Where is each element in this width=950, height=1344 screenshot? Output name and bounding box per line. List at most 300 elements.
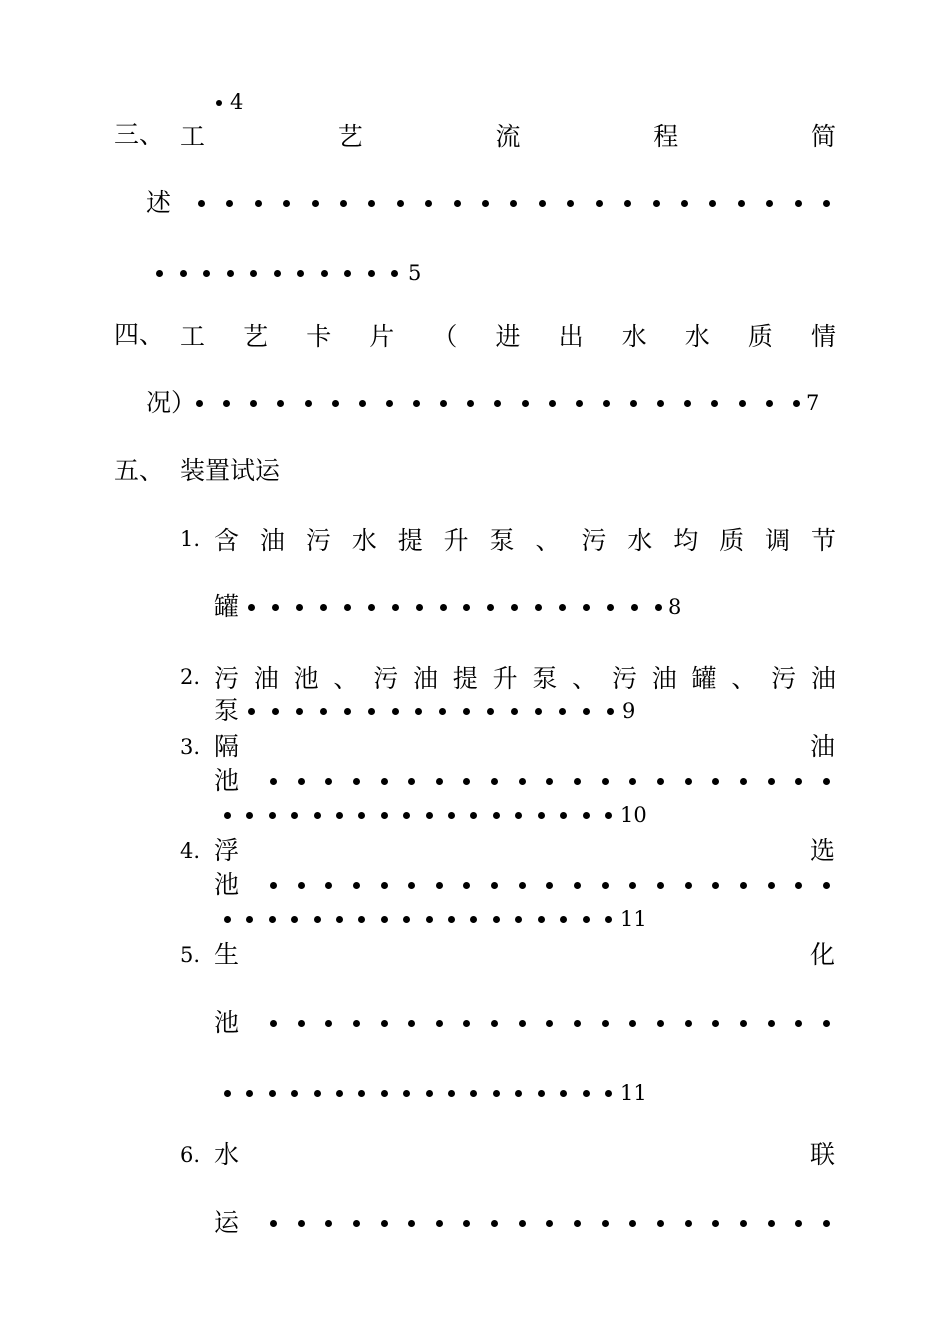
item-3-title-last: 油	[810, 732, 836, 761]
leader-dot	[439, 708, 446, 715]
leader-dot	[711, 400, 718, 407]
leader-dot	[297, 270, 304, 277]
section-4-title-char: 片	[369, 322, 395, 351]
leader-dot	[408, 1020, 415, 1027]
leader-dot	[392, 708, 399, 715]
leader-dot	[250, 400, 257, 407]
item-1-title-char: 水	[351, 526, 377, 555]
leader-dot	[740, 778, 747, 785]
section-4-prefix: 四、	[114, 320, 165, 349]
leader-dot	[296, 708, 303, 715]
page-number: 10	[620, 803, 647, 827]
leader-dot	[657, 882, 664, 889]
leader-dot	[440, 604, 447, 611]
leader-dot	[491, 778, 498, 785]
item-1-title-char: 水	[627, 526, 653, 555]
leader-dot	[272, 708, 279, 715]
leader-dot	[358, 916, 365, 923]
leader-dot	[436, 778, 443, 785]
leader-dot	[657, 778, 664, 785]
page-number: 11	[620, 907, 647, 931]
item-3-number: 3.	[180, 735, 201, 759]
leader-dot	[386, 400, 393, 407]
leader-dot	[467, 400, 474, 407]
leader-dot	[381, 916, 388, 923]
leader-dot	[685, 778, 692, 785]
leader-dots	[156, 256, 398, 290]
leader-dot	[583, 604, 590, 611]
leader-dot	[277, 400, 284, 407]
leader-dot	[344, 270, 351, 277]
leader-dot	[535, 708, 542, 715]
item-6-number: 6.	[180, 1143, 201, 1167]
leader-dot	[629, 1220, 636, 1227]
leader-dot	[296, 604, 303, 611]
item-2-title-char: 污	[214, 664, 240, 693]
leader-dot	[448, 812, 455, 819]
leader-dot	[653, 200, 660, 207]
leader-dot	[344, 604, 351, 611]
leader-dot	[298, 1020, 305, 1027]
leader-dot	[269, 916, 276, 923]
leader-dot	[493, 812, 500, 819]
leader-dot	[381, 1220, 388, 1227]
section-4-title-char: 质	[747, 322, 773, 351]
leader-dot	[685, 1220, 692, 1227]
leader-dot	[340, 200, 347, 207]
item-4-number: 4.	[180, 839, 201, 863]
item-1-title-char: 含	[214, 526, 240, 555]
item-3-title-first: 隔	[214, 732, 240, 761]
leader-dot	[408, 882, 415, 889]
leader-dot	[216, 100, 222, 106]
leader-dot	[511, 604, 518, 611]
item-1-title-char: 节	[810, 526, 836, 555]
leader-dot	[470, 812, 477, 819]
leader-dot	[712, 1020, 719, 1027]
leader-dot	[605, 1090, 612, 1097]
item-1-title-char: 质	[719, 526, 745, 555]
leader-dot	[574, 1220, 581, 1227]
leader-dot	[246, 812, 253, 819]
leader-dot	[684, 400, 691, 407]
leader-dot	[519, 1020, 526, 1027]
leader-dot	[823, 778, 830, 785]
leader-dot	[368, 708, 375, 715]
section-3-title-char: 工	[180, 122, 206, 151]
leader-dot	[546, 778, 553, 785]
leader-dot	[583, 916, 590, 923]
item-2-title-char: 油	[253, 664, 279, 693]
leader-dot	[325, 778, 332, 785]
item-2-title-char: 提	[452, 664, 478, 693]
leader-dot	[397, 200, 404, 207]
section-4-title-char: 进	[495, 322, 521, 351]
leader-dot	[515, 1090, 522, 1097]
leader-dot	[712, 778, 719, 785]
leader-dot	[426, 812, 433, 819]
leader-dot	[768, 1220, 775, 1227]
item-1-title-char: 泵	[489, 526, 515, 555]
section-3-title-cont: 述	[146, 188, 172, 217]
leader-dot	[270, 1020, 277, 1027]
leader-dot	[426, 916, 433, 923]
leader-dot	[493, 1090, 500, 1097]
leader-dot	[358, 812, 365, 819]
section-3-title-char: 艺	[337, 122, 363, 151]
leader-dot	[630, 400, 637, 407]
leader-dot	[712, 1220, 719, 1227]
item-5-number: 5.	[180, 943, 201, 967]
item-2-title-char: 油	[412, 664, 438, 693]
leader-dot	[535, 604, 542, 611]
leader-dot	[470, 1090, 477, 1097]
item-2-title-char: 、	[333, 664, 359, 693]
item-1-title-char: 、	[535, 526, 561, 555]
item-1-title-char: 油	[259, 526, 285, 555]
item-1-title-char: 调	[765, 526, 791, 555]
leader-dot	[463, 1020, 470, 1027]
leader-dot	[298, 778, 305, 785]
leader-dot	[795, 1020, 802, 1027]
leader-dot	[325, 1220, 332, 1227]
section-4-title	[180, 318, 836, 352]
leader-dot	[519, 1220, 526, 1227]
leader-dot	[403, 916, 410, 923]
leader-dot	[381, 1020, 388, 1027]
leader-dot	[607, 708, 614, 715]
toc-entry-prev-tail	[216, 84, 243, 119]
leader-dot	[336, 1090, 343, 1097]
leader-dot	[574, 1020, 581, 1027]
leader-dots	[270, 1006, 830, 1040]
section-4-title-char: 卡	[306, 322, 332, 351]
leader-dot	[291, 916, 298, 923]
leader-dot	[515, 812, 522, 819]
leader-dot	[403, 812, 410, 819]
leader-dot	[795, 1220, 802, 1227]
item-1-title-char: 均	[673, 526, 699, 555]
leader-dot	[408, 1220, 415, 1227]
leader-dot	[583, 1090, 590, 1097]
leader-dot	[180, 270, 187, 277]
leader-dot	[493, 916, 500, 923]
leader-dot	[657, 1220, 664, 1227]
section-4-title-char: （	[432, 322, 458, 351]
item-2-title-char: 污	[771, 664, 797, 693]
item-4-title-cont: 池	[214, 870, 240, 899]
leader-dot	[522, 400, 529, 407]
page-number: 4	[229, 90, 244, 114]
item-2-title-char: 油	[810, 664, 836, 693]
leader-dot	[320, 604, 327, 611]
item-3-title-cont: 池	[214, 766, 240, 795]
leader-dot	[766, 200, 773, 207]
leader-dot	[519, 882, 526, 889]
page-number: 7	[806, 391, 820, 415]
page-number: 9	[622, 699, 636, 723]
leader-dot	[269, 812, 276, 819]
leader-dot	[793, 400, 800, 407]
leader-dot	[392, 604, 399, 611]
section-4-title-char: 水	[621, 322, 647, 351]
leader-dot	[560, 1090, 567, 1097]
item-1-title-char: 升	[443, 526, 469, 555]
leader-dot	[381, 812, 388, 819]
leader-dot	[248, 604, 255, 611]
leader-dot	[250, 270, 257, 277]
section-4-title-char: 出	[558, 322, 584, 351]
leader-dot	[685, 1020, 692, 1027]
page-number: 5	[408, 261, 422, 285]
item-1-title-char: 污	[581, 526, 607, 555]
leader-dot	[602, 1220, 609, 1227]
leader-dot	[291, 812, 298, 819]
leader-dot	[353, 778, 360, 785]
leader-dot	[712, 882, 719, 889]
leader-dot	[305, 400, 312, 407]
leader-dot	[248, 708, 255, 715]
leader-dot	[463, 604, 470, 611]
item-2-title-char: 污	[373, 664, 399, 693]
leader-dot	[739, 400, 746, 407]
leader-dot	[353, 1220, 360, 1227]
leader-dot	[336, 812, 343, 819]
leader-dots	[270, 764, 830, 798]
leader-dot	[358, 1090, 365, 1097]
leader-dot	[368, 604, 375, 611]
leader-dot	[448, 916, 455, 923]
leader-dot	[795, 882, 802, 889]
leader-dot	[546, 882, 553, 889]
leader-dot	[413, 400, 420, 407]
section-4-title-char: 情	[810, 322, 836, 351]
leader-dot	[740, 1020, 747, 1027]
leader-dot	[314, 916, 321, 923]
leader-dot	[624, 200, 631, 207]
leader-dot	[415, 708, 422, 715]
leader-dot	[353, 882, 360, 889]
leader-dot	[596, 200, 603, 207]
leader-dot	[823, 1220, 830, 1227]
leader-dot	[539, 200, 546, 207]
leader-dot	[381, 882, 388, 889]
leader-dot	[203, 270, 210, 277]
leader-dot	[491, 1220, 498, 1227]
leader-dot	[224, 812, 231, 819]
leader-dots	[224, 1076, 612, 1110]
leader-dot	[629, 882, 636, 889]
page-number: 8	[668, 595, 682, 619]
leader-dot	[681, 200, 688, 207]
leader-dot	[416, 604, 423, 611]
leader-dot	[454, 200, 461, 207]
section-3-prefix: 三、	[114, 120, 165, 149]
leader-dot	[766, 400, 773, 407]
leader-dot	[602, 1020, 609, 1027]
item-2-title-char: 、	[572, 664, 598, 693]
leader-dots	[196, 386, 800, 420]
leader-dot	[519, 778, 526, 785]
leader-dot	[515, 916, 522, 923]
leader-dot	[270, 778, 277, 785]
leader-dot	[576, 400, 583, 407]
section-3-title	[180, 118, 836, 152]
leader-dot	[196, 400, 203, 407]
leader-dot	[246, 1090, 253, 1097]
leader-dot	[567, 200, 574, 207]
leader-dot	[607, 604, 614, 611]
leader-dot	[795, 200, 802, 207]
leader-dot	[538, 916, 545, 923]
leader-dot	[768, 1020, 775, 1027]
leader-dot	[605, 916, 612, 923]
leader-dot	[768, 882, 775, 889]
leader-dot	[655, 604, 662, 611]
leader-dot	[549, 400, 556, 407]
leader-dot	[511, 708, 518, 715]
page-number: 11	[620, 1081, 647, 1105]
item-2-title-char: 池	[293, 664, 319, 693]
leader-dot	[740, 882, 747, 889]
leader-dot	[226, 200, 233, 207]
item-2-title-char: 污	[611, 664, 637, 693]
leader-dot	[657, 1020, 664, 1027]
leader-dot	[482, 200, 489, 207]
leader-dot	[227, 270, 234, 277]
leader-dot	[602, 882, 609, 889]
item-1-title-char: 污	[305, 526, 331, 555]
leader-dot	[823, 200, 830, 207]
leader-dot	[332, 400, 339, 407]
leader-dots	[224, 798, 612, 832]
leader-dot	[270, 882, 277, 889]
leader-dot	[246, 916, 253, 923]
leader-dot	[224, 1090, 231, 1097]
section-4-title-char: 水	[684, 322, 710, 351]
leader-dot	[198, 200, 205, 207]
leader-dot	[224, 916, 231, 923]
leader-dot	[314, 1090, 321, 1097]
leader-dot	[605, 812, 612, 819]
section-4-title-cont: 况）	[146, 388, 197, 417]
section-4-title-char: 艺	[243, 322, 269, 351]
item-1-title-cont: 罐	[214, 592, 240, 621]
leader-dot	[631, 604, 638, 611]
leader-dot	[408, 778, 415, 785]
item-5-title-first: 生	[214, 940, 240, 969]
leader-dot	[291, 1090, 298, 1097]
leader-dot	[487, 604, 494, 611]
leader-dot	[425, 200, 432, 207]
leader-dot	[583, 812, 590, 819]
item-1-title-char: 提	[397, 526, 423, 555]
leader-dot	[629, 1020, 636, 1027]
leader-dot	[494, 400, 501, 407]
leader-dot	[314, 812, 321, 819]
section-3-title-char: 流	[495, 122, 521, 151]
leader-dot	[583, 708, 590, 715]
leader-dot	[440, 400, 447, 407]
leader-dot	[823, 882, 830, 889]
leader-dot	[491, 882, 498, 889]
leader-dot	[546, 1220, 553, 1227]
leader-dot	[768, 778, 775, 785]
leader-dot	[321, 270, 328, 277]
leader-dot	[448, 1090, 455, 1097]
item-2-title-char: 泵	[532, 664, 558, 693]
leader-dot	[685, 882, 692, 889]
leader-dot	[298, 1220, 305, 1227]
leader-dot	[381, 1090, 388, 1097]
section-4-title-char: 工	[180, 322, 206, 351]
leader-dots	[248, 590, 662, 624]
leader-dot	[560, 916, 567, 923]
leader-dot	[795, 778, 802, 785]
item-1-title	[214, 522, 836, 556]
leader-dot	[463, 708, 470, 715]
leader-dot	[738, 200, 745, 207]
section-3-title-char: 程	[653, 122, 679, 151]
leader-dot	[426, 1090, 433, 1097]
leader-dots	[270, 868, 830, 902]
section-5-prefix: 五、	[114, 456, 165, 485]
leader-dot	[325, 882, 332, 889]
leader-dot	[436, 1020, 443, 1027]
leader-dot	[274, 270, 281, 277]
item-6-title-cont: 运	[214, 1208, 240, 1237]
leader-dot	[574, 882, 581, 889]
leader-dot	[559, 604, 566, 611]
leader-dot	[344, 708, 351, 715]
leader-dot	[603, 400, 610, 407]
leader-dot	[325, 1020, 332, 1027]
item-2-number: 2.	[180, 665, 201, 689]
item-2-title-char: 罐	[691, 664, 717, 693]
leader-dot	[538, 1090, 545, 1097]
leader-dot	[436, 882, 443, 889]
leader-dot	[320, 708, 327, 715]
leader-dot	[463, 778, 470, 785]
leader-dot	[560, 812, 567, 819]
leader-dot	[353, 1020, 360, 1027]
item-2-title-cont: 泵	[214, 696, 240, 725]
leader-dot	[336, 916, 343, 923]
leader-dot	[381, 778, 388, 785]
item-2-title-char: 升	[492, 664, 518, 693]
leader-dot	[463, 882, 470, 889]
leader-dot	[538, 812, 545, 819]
item-1-number: 1.	[180, 527, 201, 551]
leader-dot	[436, 1220, 443, 1227]
item-5-title-last: 化	[810, 940, 836, 969]
item-6-title-first: 水	[214, 1140, 240, 1169]
leader-dot	[283, 200, 290, 207]
leader-dot	[223, 400, 230, 407]
leader-dot	[270, 1220, 277, 1227]
leader-dot	[312, 200, 319, 207]
leader-dot	[359, 400, 366, 407]
leader-dot	[368, 200, 375, 207]
leader-dot	[298, 882, 305, 889]
item-5-title-cont: 池	[214, 1008, 240, 1037]
leader-dot	[368, 270, 375, 277]
item-4-title-first: 浮	[214, 836, 240, 865]
section-3-title-char: 简	[810, 122, 836, 151]
leader-dot	[255, 200, 262, 207]
leader-dot	[559, 708, 566, 715]
leader-dot	[272, 604, 279, 611]
